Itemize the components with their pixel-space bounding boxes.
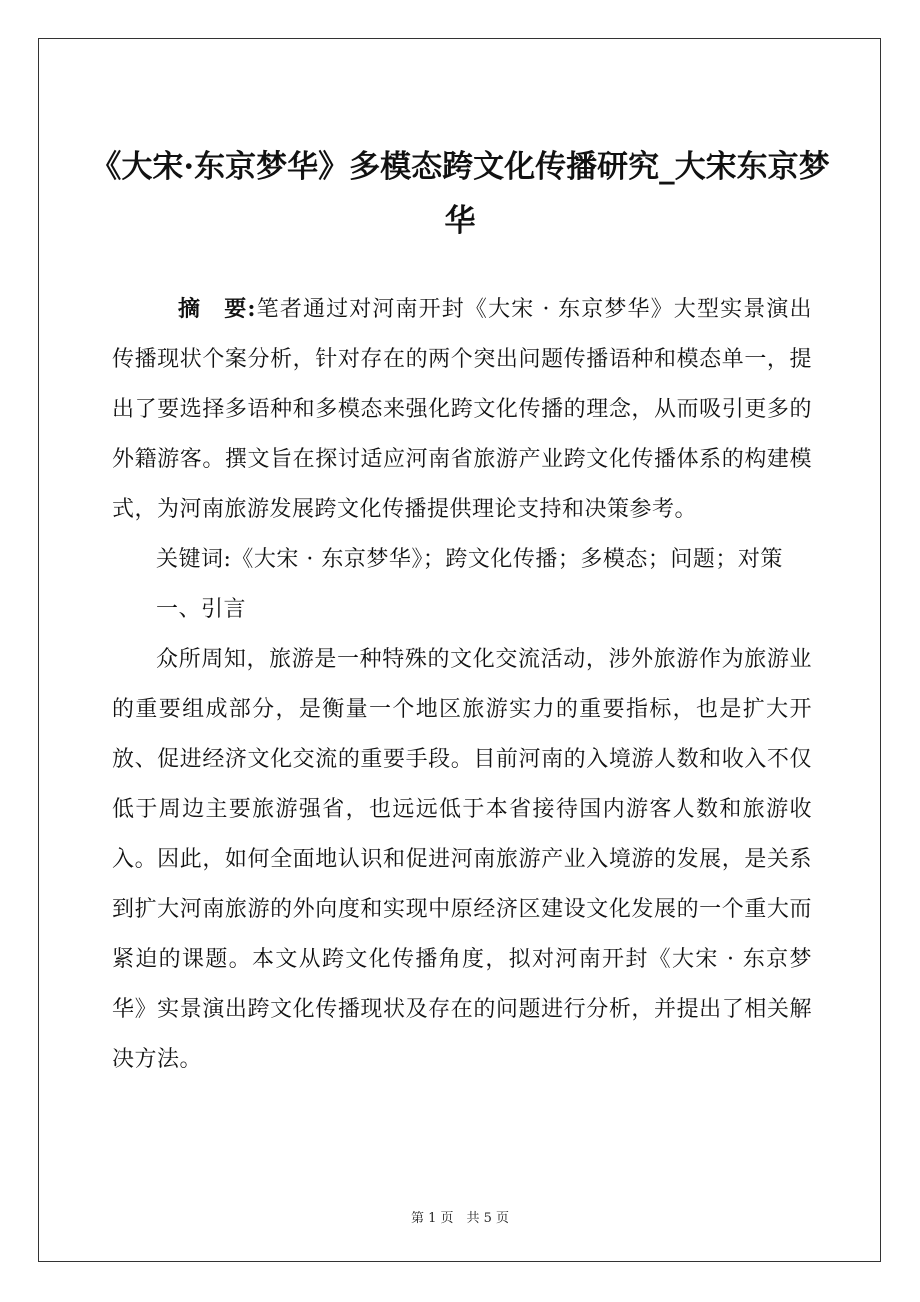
abstract-text: 笔者通过对河南开封《大宋 · 东京梦华》大型实景演出传播现状个案分析，针对存在的两个突出问题传播语种和模态单一，提出了要选择多语种和多模态来强化跨文化传播的理念，从而吸引更多的外籍游客。撰文旨在探讨适应河南省旅游产业跨文化传播体系的构建模式，为河南旅游发展跨文化传播提供理论支持和决策参考。 [112,297,813,522]
keywords-paragraph: 关键词:《大宋 · 东京梦华》；跨文化传播；多模态；问题；对策 [156,547,783,572]
intro-paragraph: 众所周知，旅游是一种特殊的文化交流活动，涉外旅游作为旅游业的重要组成部分，是衡量一个地区旅游实力的重要指标，也是扩大开放、促进经济文化交流的重要手段。目前河南的入境游人数和收入不仅低于周边主要旅游强省，也远远低于本省接待国内游客人数和旅游收入。因此，如何全面地认识和促进河南旅游产业入境游的发展，是关系到扩大河南旅游的外向度和实现中原经济区建设文化发展的一个重大而紧迫的课题。本文从跨文化传播角度，拟对河南开封《大宋 · 东京梦华》实景演出跨文化传播现状及存在的问题进行分析，并提出了相关解决方法。 [112,647,812,1072]
abstract-label: 摘 要: [178,296,257,322]
document-body [112,284,812,1085]
page-number: 第 1 页 共 5 页 [410,1211,510,1226]
document-title: 《大宋·东京梦华》多模态跨文化传播研究_大宋东京梦华 [90,149,830,239]
section-heading: 一、引言 [156,597,247,622]
page-footer [0,1207,920,1226]
abstract-paragraph [112,284,812,535]
